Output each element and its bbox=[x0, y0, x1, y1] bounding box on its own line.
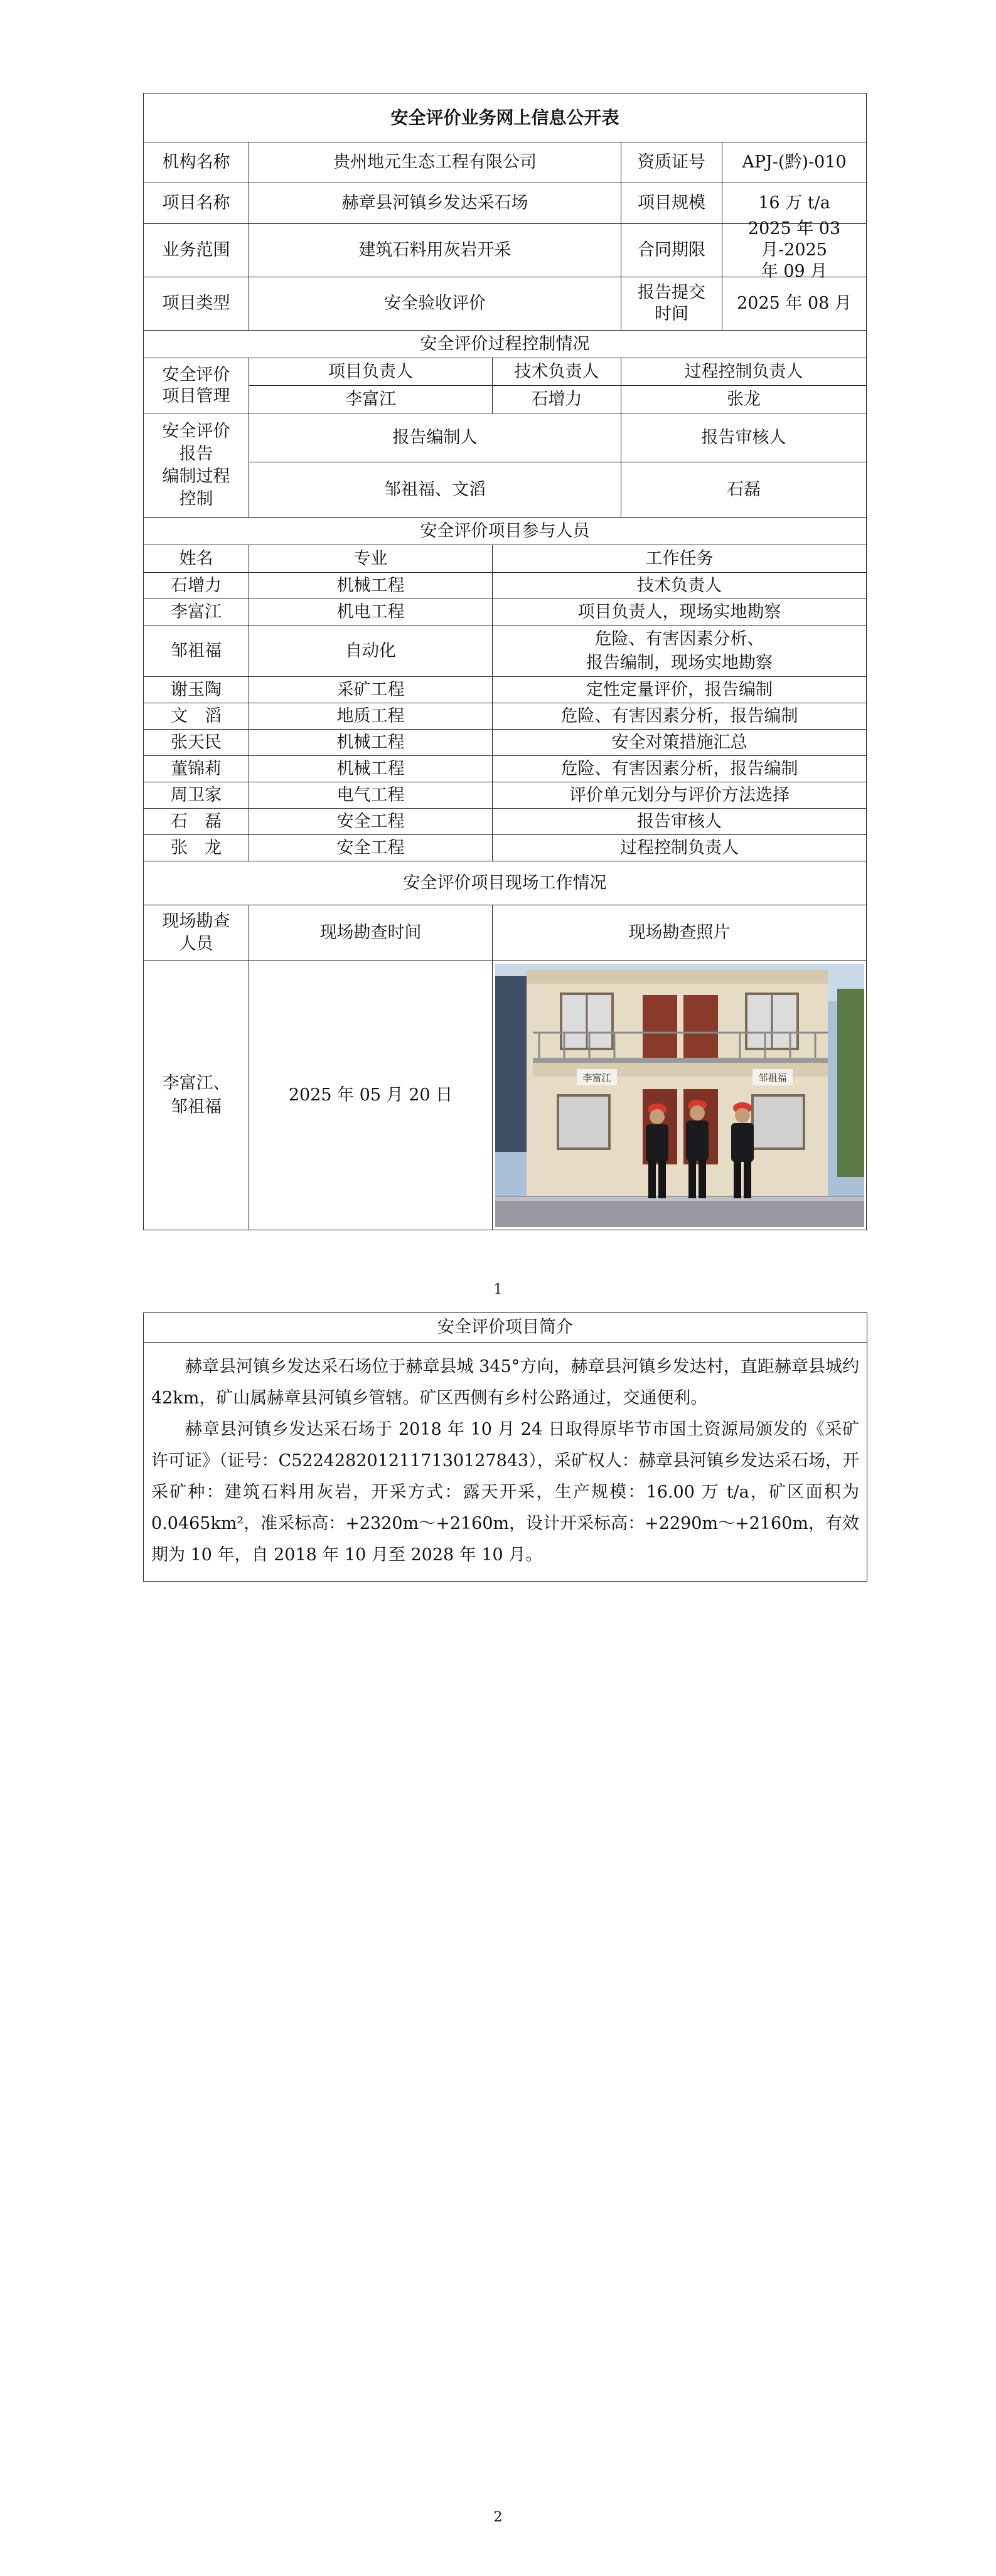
staff-major: 机械工程 bbox=[249, 756, 493, 782]
period-value-line-2: 年 09 月 bbox=[761, 262, 828, 281]
staff-task-line-1: 危险、有害因素分析、 bbox=[594, 629, 764, 649]
staff-name: 石增力 bbox=[144, 573, 249, 599]
site-people bbox=[144, 961, 249, 1230]
intro-heading: 安全评价项目简介 bbox=[144, 1313, 867, 1343]
process-heading: 安全评价过程控制情况 bbox=[144, 331, 867, 358]
org-value: 贵州地元生态工程有限公司 bbox=[249, 142, 621, 183]
report-label-line-3: 编制过程 bbox=[162, 466, 230, 486]
report-control-label bbox=[144, 413, 249, 518]
staff-major: 电气工程 bbox=[249, 782, 493, 809]
col-major: 专业 bbox=[249, 545, 493, 573]
period-value-line-1: 2025 年 03 月-2025 bbox=[747, 219, 841, 260]
col-name: 姓名 bbox=[144, 545, 249, 573]
staff-major: 地质工程 bbox=[249, 703, 493, 730]
head-report-reviewer: 报告审核人 bbox=[621, 413, 867, 462]
staff-name: 谢玉陶 bbox=[144, 677, 249, 703]
value-project-manager: 李富江 bbox=[249, 386, 493, 413]
intro-paragraph-1: 赫章县河镇乡发达采石场位于赫章县城 345°方向，赫章县河镇乡发达村，直距赫章县城约 42km，矿山属赫章县河镇乡管辖。矿区西侧有乡村公路通过，交通便利。 bbox=[151, 1357, 859, 1408]
staff-name: 石 磊 bbox=[144, 809, 249, 835]
staff-heading: 安全评价项目参与人员 bbox=[144, 518, 867, 545]
period-label: 合同期限 bbox=[621, 224, 722, 277]
table-row bbox=[144, 756, 867, 782]
site-people-line-2: 邹祖福 bbox=[171, 1097, 222, 1117]
table-row bbox=[144, 703, 867, 730]
project-intro bbox=[143, 1312, 867, 1582]
submit-label-line-2: 时间 bbox=[655, 304, 688, 324]
staff-task: 危险、有害因素分析，报告编制 bbox=[493, 756, 867, 782]
staff-task: 安全对策措施汇总 bbox=[493, 730, 867, 756]
mgmt-label-line-2: 项目管理 bbox=[162, 386, 230, 406]
site-photo bbox=[495, 964, 864, 1227]
mgmt-label-line-1: 安全评价 bbox=[162, 365, 230, 385]
staff-task-line-2: 报告编制，现场实地勘察 bbox=[586, 652, 773, 673]
scale-label: 项目规模 bbox=[621, 183, 722, 223]
table-row bbox=[144, 835, 867, 861]
staff-task bbox=[493, 625, 867, 677]
staff-name: 李富江 bbox=[144, 599, 249, 625]
site-people-line-1: 李富江、 bbox=[162, 1073, 230, 1093]
value-report-reviewer: 石磊 bbox=[621, 462, 867, 518]
staff-name: 邹祖福 bbox=[144, 625, 249, 677]
staff-task: 技术负责人 bbox=[493, 573, 867, 599]
report-label-line-1: 安全评价 bbox=[162, 421, 230, 441]
staff-major: 机电工程 bbox=[249, 599, 493, 625]
table-row bbox=[144, 782, 867, 809]
staff-major: 安全工程 bbox=[249, 835, 493, 861]
org-label: 机构名称 bbox=[144, 142, 249, 183]
col-site-people-line-1: 现场勘查 bbox=[162, 911, 230, 931]
staff-name: 周卫家 bbox=[144, 782, 249, 809]
site-photo-cell bbox=[493, 961, 867, 1230]
site-time: 2025 年 05 月 20 日 bbox=[249, 961, 493, 1230]
value-report-writer: 邹祖福、文滔 bbox=[249, 462, 621, 518]
page-number-1: 1 bbox=[493, 1282, 503, 1297]
staff-task: 过程控制负责人 bbox=[493, 835, 867, 861]
scope-value: 建筑石料用灰岩开采 bbox=[249, 224, 621, 277]
report-label-line-4: 控制 bbox=[179, 489, 213, 509]
project-value: 赫章县河镇乡发达采石场 bbox=[249, 183, 621, 224]
cert-value: APJ-(黔)-010 bbox=[742, 152, 847, 172]
staff-major: 机械工程 bbox=[249, 730, 493, 756]
col-task: 工作任务 bbox=[493, 545, 867, 573]
col-site-time: 现场勘查时间 bbox=[249, 905, 493, 961]
intro-paragraph-2: 赫章县河镇乡发达采石场于 2018 年 10 月 24 日取得原毕节市国土资源局颁发的《采矿许可证》（证号：C5224282012117130127843），采矿权人：赫章县河镇乡发达采石场，开采矿种：建筑石料用灰岩，开采方式：露天开采，生产规模：16.00 万 t/a，矿区面积为 0.0465km²，准采标高：+2320m～+2160m，设计开采标高：+2290m～+2160m，有效期为 10 年，自 2018 年 10 月至 2028 年 10 月。 bbox=[151, 1420, 860, 1565]
submit-value: 2025 年 08 月 bbox=[737, 294, 852, 313]
table-row bbox=[144, 730, 867, 756]
site-photo-illustration bbox=[495, 964, 864, 1227]
intro-body bbox=[144, 1343, 867, 1581]
col-site-photo: 现场勘查照片 bbox=[493, 905, 867, 961]
table-row bbox=[144, 599, 867, 625]
staff-task: 危险、有害因素分析，报告编制 bbox=[493, 703, 867, 730]
staff-name: 张 龙 bbox=[144, 835, 249, 861]
staff-task: 评价单元划分与评价方法选择 bbox=[493, 782, 867, 809]
staff-task: 报告审核人 bbox=[493, 809, 867, 835]
type-value: 安全验收评价 bbox=[249, 277, 621, 331]
submit-label bbox=[621, 277, 722, 330]
submit-label-line-1: 报告提交 bbox=[638, 283, 705, 302]
table-row bbox=[144, 625, 867, 677]
col-site-people-line-2: 人员 bbox=[179, 934, 213, 954]
value-tech-lead: 石增力 bbox=[493, 386, 621, 413]
mgmt-label bbox=[144, 358, 249, 413]
staff-name: 董锦莉 bbox=[144, 756, 249, 782]
staff-major: 采矿工程 bbox=[249, 677, 493, 703]
cert-label: 资质证号 bbox=[621, 142, 722, 183]
table-row bbox=[144, 573, 867, 599]
head-process-control: 过程控制负责人 bbox=[621, 358, 867, 386]
period-value bbox=[722, 219, 866, 281]
photo-sign-right: 邹祖福 bbox=[758, 1072, 787, 1083]
site-heading: 安全评价项目现场工作情况 bbox=[144, 861, 867, 905]
project-label: 项目名称 bbox=[144, 183, 249, 224]
table-row bbox=[144, 809, 867, 835]
head-project-manager: 项目负责人 bbox=[249, 358, 493, 386]
staff-task: 项目负责人，现场实地勘察 bbox=[493, 599, 867, 625]
col-site-people bbox=[144, 905, 249, 961]
scope-label: 业务范围 bbox=[144, 224, 249, 277]
page-number-2: 2 bbox=[493, 2509, 503, 2525]
table-title: 安全评价业务网上信息公开表 bbox=[144, 93, 867, 142]
photo-sign-left: 李富江 bbox=[582, 1072, 611, 1083]
cert-cell bbox=[621, 142, 867, 183]
report-label-line-2: 报告 bbox=[179, 444, 213, 464]
staff-name: 张天民 bbox=[144, 730, 249, 756]
head-report-writer: 报告编制人 bbox=[249, 413, 621, 462]
staff-task: 定性定量评价，报告编制 bbox=[493, 677, 867, 703]
disclosure-table bbox=[143, 93, 867, 1230]
head-tech-lead: 技术负责人 bbox=[493, 358, 621, 386]
scale-value: 16 万 t/a bbox=[758, 193, 830, 213]
type-label: 项目类型 bbox=[144, 277, 249, 331]
staff-major: 机械工程 bbox=[249, 573, 493, 599]
staff-name: 文 滔 bbox=[144, 703, 249, 730]
staff-major: 自动化 bbox=[249, 625, 493, 677]
table-row bbox=[144, 677, 867, 703]
staff-major: 安全工程 bbox=[249, 809, 493, 835]
value-process-control: 张龙 bbox=[621, 386, 867, 413]
